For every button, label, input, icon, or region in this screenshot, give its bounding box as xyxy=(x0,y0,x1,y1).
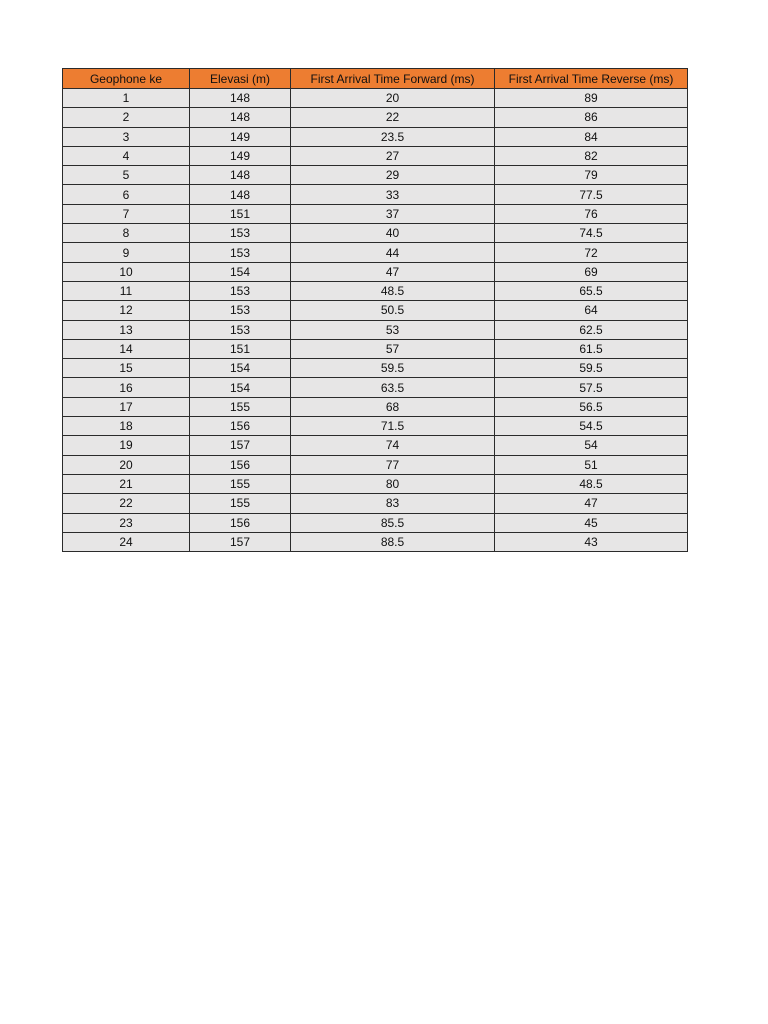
cell-geophone: 18 xyxy=(63,417,190,436)
cell-forward-time: 53 xyxy=(291,320,495,339)
table-body xyxy=(63,89,688,552)
cell-reverse-time: 59.5 xyxy=(495,359,688,378)
table-row xyxy=(63,359,688,378)
cell-forward-time: 33 xyxy=(291,185,495,204)
cell-geophone: 21 xyxy=(63,474,190,493)
cell-reverse-time: 48.5 xyxy=(495,474,688,493)
cell-forward-time: 88.5 xyxy=(291,532,495,551)
cell-reverse-time: 76 xyxy=(495,204,688,223)
table-row xyxy=(63,417,688,436)
cell-reverse-time: 74.5 xyxy=(495,224,688,243)
cell-geophone: 24 xyxy=(63,532,190,551)
cell-reverse-time: 65.5 xyxy=(495,281,688,300)
cell-geophone: 5 xyxy=(63,166,190,185)
cell-elevation: 155 xyxy=(190,494,291,513)
table-row xyxy=(63,224,688,243)
cell-elevation: 153 xyxy=(190,301,291,320)
cell-reverse-time: 45 xyxy=(495,513,688,532)
header-row xyxy=(63,69,688,89)
cell-geophone: 8 xyxy=(63,224,190,243)
cell-geophone: 12 xyxy=(63,301,190,320)
header-reverse-time: First Arrival Time Reverse (ms) xyxy=(495,69,688,89)
cell-geophone: 13 xyxy=(63,320,190,339)
cell-forward-time: 80 xyxy=(291,474,495,493)
cell-geophone: 4 xyxy=(63,146,190,165)
cell-elevation: 156 xyxy=(190,455,291,474)
cell-geophone: 16 xyxy=(63,378,190,397)
table-row xyxy=(63,455,688,474)
cell-elevation: 149 xyxy=(190,127,291,146)
cell-reverse-time: 56.5 xyxy=(495,397,688,416)
cell-elevation: 153 xyxy=(190,243,291,262)
cell-elevation: 156 xyxy=(190,513,291,532)
cell-geophone: 10 xyxy=(63,262,190,281)
cell-forward-time: 77 xyxy=(291,455,495,474)
cell-reverse-time: 82 xyxy=(495,146,688,165)
cell-forward-time: 85.5 xyxy=(291,513,495,532)
cell-reverse-time: 43 xyxy=(495,532,688,551)
table-row xyxy=(63,89,688,108)
cell-geophone: 20 xyxy=(63,455,190,474)
cell-forward-time: 50.5 xyxy=(291,301,495,320)
header-forward-time: First Arrival Time Forward (ms) xyxy=(291,69,495,89)
table-row xyxy=(63,166,688,185)
cell-elevation: 155 xyxy=(190,397,291,416)
cell-reverse-time: 47 xyxy=(495,494,688,513)
cell-elevation: 148 xyxy=(190,89,291,108)
cell-forward-time: 63.5 xyxy=(291,378,495,397)
cell-elevation: 157 xyxy=(190,436,291,455)
cell-elevation: 151 xyxy=(190,204,291,223)
table-row xyxy=(63,532,688,551)
cell-reverse-time: 64 xyxy=(495,301,688,320)
cell-elevation: 154 xyxy=(190,359,291,378)
cell-reverse-time: 89 xyxy=(495,89,688,108)
table-header xyxy=(63,69,688,89)
cell-reverse-time: 86 xyxy=(495,108,688,127)
table-row xyxy=(63,204,688,223)
cell-reverse-time: 72 xyxy=(495,243,688,262)
cell-forward-time: 48.5 xyxy=(291,281,495,300)
cell-elevation: 153 xyxy=(190,320,291,339)
cell-elevation: 148 xyxy=(190,185,291,204)
geophone-data-table xyxy=(62,68,688,552)
cell-geophone: 22 xyxy=(63,494,190,513)
cell-geophone: 23 xyxy=(63,513,190,532)
cell-geophone: 1 xyxy=(63,89,190,108)
table-row xyxy=(63,243,688,262)
table-row xyxy=(63,185,688,204)
cell-geophone: 3 xyxy=(63,127,190,146)
cell-forward-time: 22 xyxy=(291,108,495,127)
table-row xyxy=(63,320,688,339)
cell-forward-time: 71.5 xyxy=(291,417,495,436)
cell-forward-time: 83 xyxy=(291,494,495,513)
cell-reverse-time: 54 xyxy=(495,436,688,455)
table-row xyxy=(63,301,688,320)
table-row xyxy=(63,397,688,416)
cell-geophone: 7 xyxy=(63,204,190,223)
cell-reverse-time: 51 xyxy=(495,455,688,474)
cell-reverse-time: 79 xyxy=(495,166,688,185)
table-row xyxy=(63,494,688,513)
header-geophone: Geophone ke xyxy=(63,69,190,89)
cell-reverse-time: 54.5 xyxy=(495,417,688,436)
cell-forward-time: 40 xyxy=(291,224,495,243)
cell-geophone: 15 xyxy=(63,359,190,378)
cell-reverse-time: 84 xyxy=(495,127,688,146)
cell-elevation: 153 xyxy=(190,281,291,300)
cell-geophone: 2 xyxy=(63,108,190,127)
table-row xyxy=(63,108,688,127)
table-row xyxy=(63,474,688,493)
cell-elevation: 148 xyxy=(190,166,291,185)
cell-forward-time: 44 xyxy=(291,243,495,262)
cell-elevation: 154 xyxy=(190,378,291,397)
cell-forward-time: 68 xyxy=(291,397,495,416)
cell-forward-time: 37 xyxy=(291,204,495,223)
cell-elevation: 155 xyxy=(190,474,291,493)
cell-forward-time: 57 xyxy=(291,339,495,358)
cell-elevation: 149 xyxy=(190,146,291,165)
table-row xyxy=(63,378,688,397)
cell-geophone: 11 xyxy=(63,281,190,300)
cell-forward-time: 29 xyxy=(291,166,495,185)
table-row xyxy=(63,339,688,358)
cell-reverse-time: 61.5 xyxy=(495,339,688,358)
cell-geophone: 9 xyxy=(63,243,190,262)
cell-geophone: 19 xyxy=(63,436,190,455)
cell-reverse-time: 69 xyxy=(495,262,688,281)
cell-elevation: 151 xyxy=(190,339,291,358)
cell-elevation: 156 xyxy=(190,417,291,436)
cell-forward-time: 27 xyxy=(291,146,495,165)
table-row xyxy=(63,127,688,146)
cell-geophone: 17 xyxy=(63,397,190,416)
header-elevation: Elevasi (m) xyxy=(190,69,291,89)
cell-forward-time: 74 xyxy=(291,436,495,455)
table-row xyxy=(63,146,688,165)
cell-elevation: 153 xyxy=(190,224,291,243)
table-row xyxy=(63,436,688,455)
cell-reverse-time: 77.5 xyxy=(495,185,688,204)
table-row xyxy=(63,513,688,532)
cell-forward-time: 23.5 xyxy=(291,127,495,146)
cell-reverse-time: 57.5 xyxy=(495,378,688,397)
cell-forward-time: 47 xyxy=(291,262,495,281)
cell-geophone: 14 xyxy=(63,339,190,358)
cell-elevation: 154 xyxy=(190,262,291,281)
cell-reverse-time: 62.5 xyxy=(495,320,688,339)
table-row xyxy=(63,262,688,281)
cell-elevation: 148 xyxy=(190,108,291,127)
cell-elevation: 157 xyxy=(190,532,291,551)
cell-forward-time: 59.5 xyxy=(291,359,495,378)
cell-geophone: 6 xyxy=(63,185,190,204)
cell-forward-time: 20 xyxy=(291,89,495,108)
table-row xyxy=(63,281,688,300)
